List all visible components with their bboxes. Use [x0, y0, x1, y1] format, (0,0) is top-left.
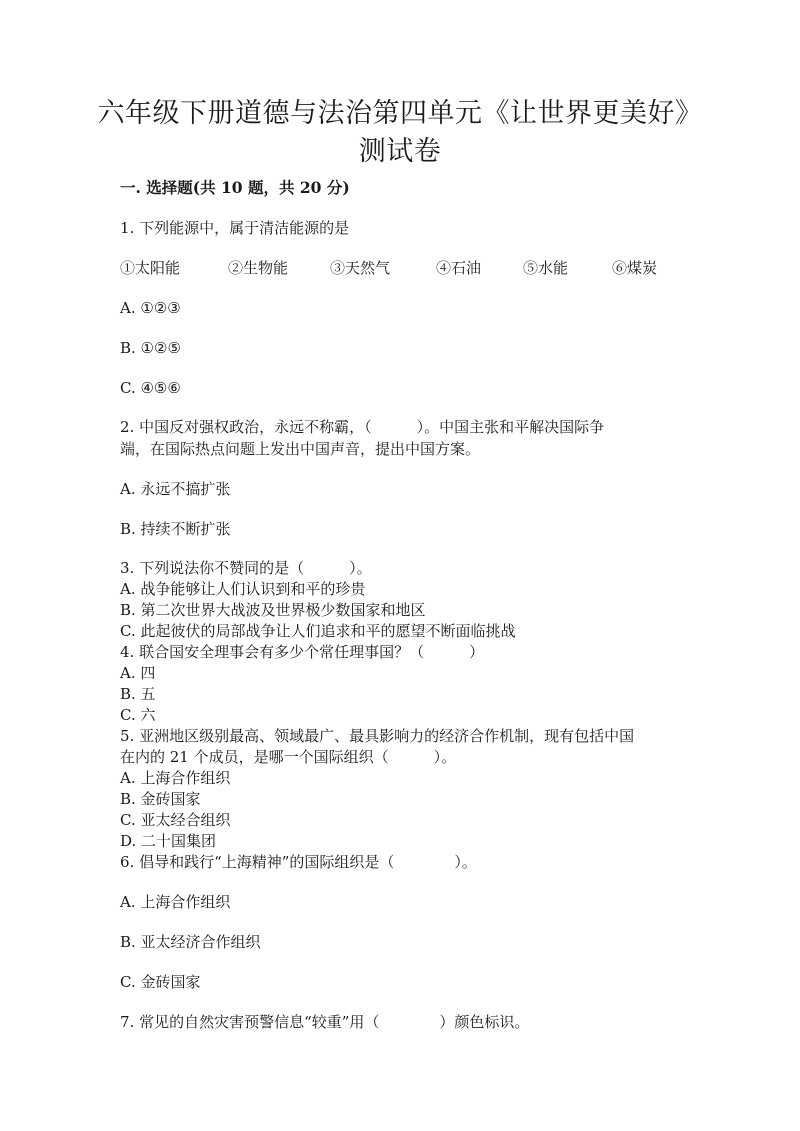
- section-heading: 一. 选择题(共 10 题，共 20 分): [120, 178, 350, 197]
- question-6-option-b: B. 亚太经济合作组织: [120, 933, 261, 951]
- question-3-option-b: B. 第二次世界大战波及世界极少数国家和地区: [120, 601, 426, 619]
- question-2-option-a: A. 永远不搞扩张: [120, 480, 231, 498]
- question-6-option-a: A. 上海合作组织: [120, 893, 231, 911]
- question-3-stem: 3. 下列说法你不赞同的是（ ）。: [120, 559, 372, 577]
- document-title-line2: 测试卷: [358, 136, 442, 167]
- question-5-option-a: A. 上海合作组织: [120, 769, 231, 787]
- question-4-option-a: A. 四: [120, 664, 156, 682]
- choice-item: ①太阳能: [120, 259, 181, 277]
- question-2-option-b: B. 持续不断扩张: [120, 520, 231, 538]
- question-2-stem-cont: 端，在国际热点问题上发出中国声音，提出中国方案。: [120, 440, 481, 458]
- question-7-stem: 7. 常见的自然灾害预警信息“较重”用（ ）颜色标识。: [120, 1013, 530, 1031]
- question-1-choice-list: [120, 257, 680, 279]
- question-6-stem: 6. 倡导和践行“上海精神”的国际组织是（ ）。: [120, 853, 477, 871]
- choice-item: ⑤水能: [523, 259, 569, 277]
- question-5-option-c: C. 亚太经合组织: [120, 811, 231, 829]
- choice-item: ③天然气: [330, 259, 391, 277]
- question-4-option-c: C. 六: [120, 706, 156, 724]
- question-3-option-c: C. 此起彼伏的局部战争让人们追求和平的愿望不断面临挑战: [120, 622, 516, 640]
- question-1-option-a: A. ①②③: [120, 299, 181, 317]
- question-6-option-c: C. 金砖国家: [120, 973, 201, 991]
- question-5-stem: 5. 亚洲地区级别最高、领域最广、最具影响力的经济合作机制，现有包括中国: [120, 727, 635, 745]
- question-5-stem-cont: 在内的 21 个成员，是哪一个国际组织（ ）。: [120, 748, 457, 766]
- question-4-stem: 4. 联合国安全理事会有多少个常任理事国？（ ）: [120, 643, 485, 661]
- question-1-stem: 1. 下列能源中，属于清洁能源的是: [120, 219, 350, 237]
- question-1-option-c: C. ④⑤⑥: [120, 379, 181, 397]
- question-5-option-b: B. 金砖国家: [120, 790, 201, 808]
- question-5-option-d: D. 二十国集团: [120, 832, 217, 850]
- question-3-option-a: A. 战争能够让人们认识到和平的珍贵: [120, 580, 366, 598]
- document-title: 六年级下册道德与法治第四单元《让世界更美好》: [97, 98, 703, 129]
- choice-item: ⑥煤炭: [612, 259, 658, 277]
- question-1-option-b: B. ①②⑤: [120, 339, 181, 357]
- choice-item: ④石油: [436, 259, 482, 277]
- question-2-stem: 2. 中国反对强权政治，永远不称霸，（ ）。中国主张和平解决国际争: [120, 418, 605, 436]
- choice-item: ②生物能: [228, 259, 289, 277]
- question-4-option-b: B. 五: [120, 685, 156, 703]
